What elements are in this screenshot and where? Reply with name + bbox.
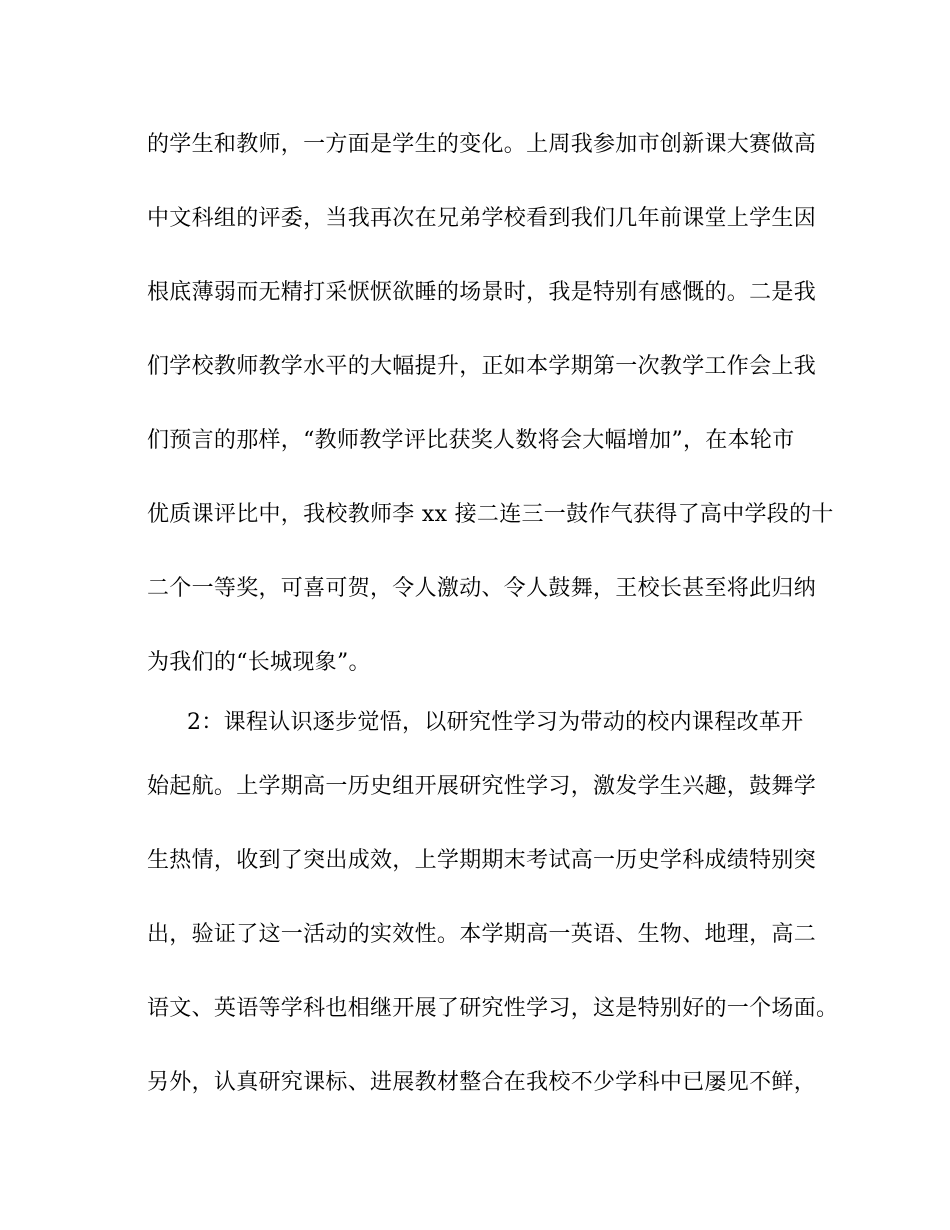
text-line: 出，验证了这一活动的实效性。本学期高一英语、生物、地理，高二 (147, 922, 817, 947)
text-line: 们预言的那样，“教师教学评比获奖人数将会大幅增加”，在本轮市 (147, 428, 795, 453)
text-line: 优质课评比中，我校教师李 xx 接二连三一鼓作气获得了高中学段的十 (147, 502, 834, 527)
text-line: 为我们的“长城现象”。 (147, 650, 371, 675)
text-line: 始起航。上学期高一历史组开展研究性学习，激发学生兴趣，鼓舞学 (147, 774, 817, 799)
text-line: 2：课程认识逐步觉悟，以研究性学习为带动的校内课程改革开 (187, 710, 804, 735)
text-line: 语文、英语等学科也相继开展了研究性学习，这是特别好的一个场面。 (147, 996, 839, 1021)
text-line: 二个一等奖，可喜可贺，令人激动、令人鼓舞，王校长甚至将此归纳 (147, 576, 817, 601)
text-line: 们学校教师教学水平的大幅提升，正如本学期第一次教学工作会上我 (147, 354, 817, 379)
text-line: 生热情，收到了突出成效，上学期期末考试高一历史学科成绩特别突 (147, 848, 817, 873)
text-line: 根底薄弱而无精打采恹恹欲睡的场景时，我是特别有感慨的。二是我 (147, 280, 817, 305)
text-line: 另外，认真研究课标、进展教材整合在我校不少学科中已屡见不鲜， (147, 1070, 817, 1095)
text-line: 中文科组的评委，当我再次在兄弟学校看到我们几年前课堂上学生因 (147, 206, 817, 231)
text-line: 的学生和教师，一方面是学生的变化。上周我参加市创新课大赛做高 (147, 132, 817, 157)
